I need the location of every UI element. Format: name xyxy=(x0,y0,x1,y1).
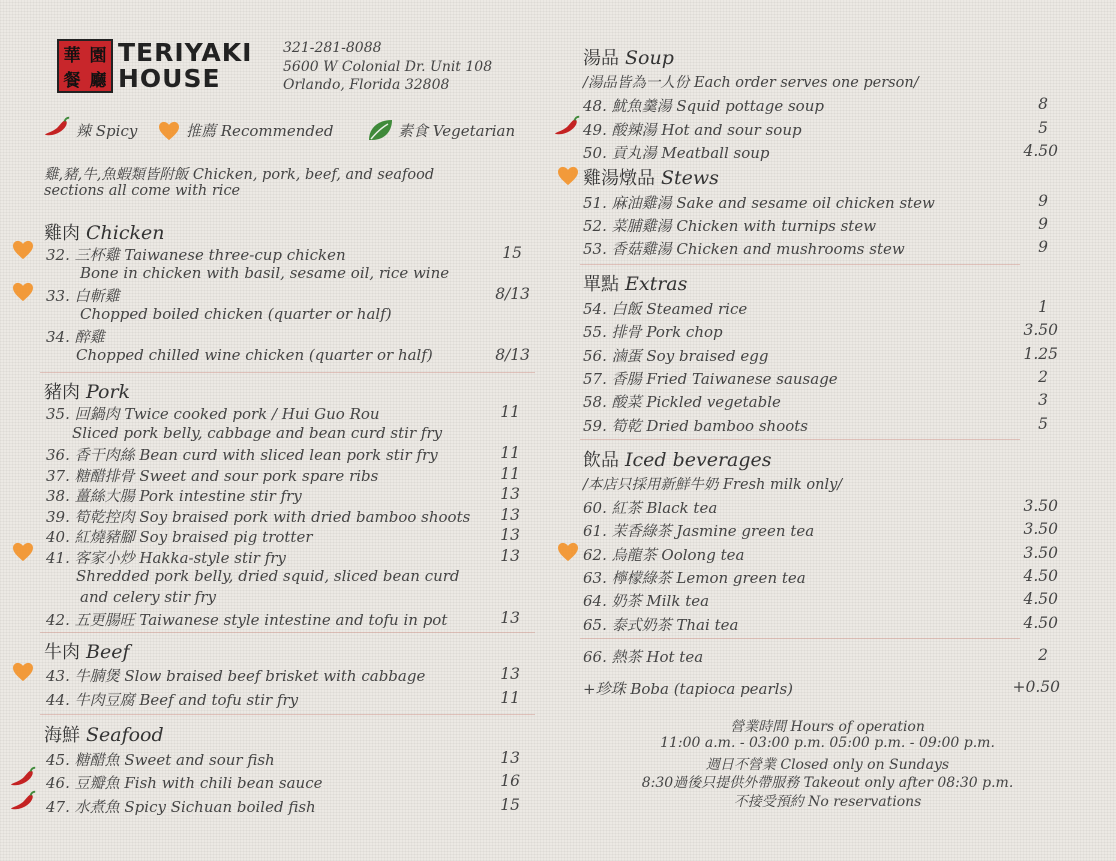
menu-item-52: 52. 菜脯雞湯 Chicken with turnips stew xyxy=(583,217,877,235)
section-title-pork xyxy=(44,378,130,404)
menu-item-62: 62. 烏龍茶 Oolong tea xyxy=(583,546,745,564)
price-56: 1.25 xyxy=(1023,345,1058,363)
menu-item-64: 64. 奶茶 Milk tea xyxy=(583,592,710,610)
section-en: Iced beverages xyxy=(625,449,772,471)
hours-times: 11:00 a.m. - 03:00 p.m. 05:00 p.m. - 09:00 p.m. xyxy=(660,735,995,751)
price-60: 3.50 xyxy=(1023,497,1058,515)
menu-item-34: 34. 醉雞 xyxy=(46,328,105,346)
divider xyxy=(40,372,535,373)
section-zh: 雞湯燉品 xyxy=(583,168,655,189)
price-42: 13 xyxy=(500,609,520,627)
section-title-extras xyxy=(583,270,687,296)
price-50: 4.50 xyxy=(1023,142,1058,160)
price-43: 13 xyxy=(500,665,520,683)
soup-note: /湯品皆為一人份 Each order serves one person/ xyxy=(583,75,919,91)
recommended-heart-icon xyxy=(557,166,579,186)
section-en: Extras xyxy=(625,273,688,295)
item-description: Shredded pork belly, dried squid, sliced bean curd xyxy=(76,567,460,585)
menu-item-65: 65. 泰式奶茶 Thai tea xyxy=(583,616,739,634)
menu-item-56: 56. 滷蛋 Soy braised egg xyxy=(583,347,769,365)
price-59: 5 xyxy=(1038,415,1048,433)
price-32: 15 xyxy=(502,244,522,262)
rice-note-line2: sections all come with rice xyxy=(44,183,241,199)
section-zh: 湯品 xyxy=(583,48,619,69)
leaf-icon xyxy=(366,118,394,142)
menu-item-32: 32. 三杯雞 Taiwanese three-cup chicken xyxy=(46,246,346,264)
spicy-chili-icon xyxy=(8,790,38,814)
menu-item-37: 37. 糖醋排骨 Sweet and sour pork spare ribs xyxy=(46,467,379,485)
menu-item-49: 49. 酸辣湯 Hot and sour soup xyxy=(583,121,802,139)
menu-item-36: 36. 香干肉絲 Bean curd with sliced lean pork stir fry xyxy=(46,446,438,464)
menu-item-33: 33. 白斬雞 xyxy=(46,287,120,305)
menu-item-57: 57. 香腸 Fried Taiwanese sausage xyxy=(583,370,838,388)
recommended-heart-icon xyxy=(12,662,34,682)
price-33: 8/13 xyxy=(495,285,530,303)
section-zh: 單點 xyxy=(583,274,619,295)
section-title-seafood xyxy=(44,721,164,747)
menu-item-60: 60. 紅茶 Black tea xyxy=(583,499,718,517)
menu-item-54: 54. 白飯 Steamed rice xyxy=(583,300,748,318)
hours-title: 營業時間 Hours of operation xyxy=(730,719,925,735)
item-description: Chopped boiled chicken (quarter or half) xyxy=(80,305,392,323)
price-54: 1 xyxy=(1038,298,1048,316)
price-49: 5 xyxy=(1038,119,1048,137)
logo-char: 餐 xyxy=(63,71,81,91)
price-57: 2 xyxy=(1038,368,1048,386)
section-en: Seafood xyxy=(86,724,164,746)
menu-item-55: 55. 排骨 Pork chop xyxy=(583,323,723,341)
section-zh: 雞肉 xyxy=(44,223,80,244)
price-52: 9 xyxy=(1038,215,1048,233)
price-62: 3.50 xyxy=(1023,544,1058,562)
price-39: 13 xyxy=(500,506,520,524)
menu-item-45: 45. 糖醋魚 Sweet and sour fish xyxy=(46,751,275,769)
menu-item-46: 46. 豆瓣魚 Fish with chili bean sauce xyxy=(46,774,323,792)
section-en: Beef xyxy=(86,641,130,663)
price-61: 3.50 xyxy=(1023,520,1058,538)
legend-recommended: 推薦 Recommended xyxy=(186,122,334,140)
recommended-heart-icon xyxy=(557,542,579,562)
phone-number: 321-281-8088 xyxy=(283,40,382,56)
divider xyxy=(40,632,535,633)
logo-char: 華 xyxy=(63,46,81,66)
menu-item-50: 50. 貢丸湯 Meatball soup xyxy=(583,144,770,162)
menu-item-58: 58. 酸菜 Pickled vegetable xyxy=(583,393,781,411)
menu-item-59: 59. 筍乾 Dried bamboo shoots xyxy=(583,417,808,435)
section-en: Stews xyxy=(661,167,719,189)
item-description: and celery stir fry xyxy=(80,588,216,606)
section-title-soup xyxy=(583,44,674,70)
price-41: 13 xyxy=(500,547,520,565)
hours-takeout: 8:30過後只提供外帶服務 Takeout only after 08:30 p.m. xyxy=(641,775,1014,791)
divider xyxy=(580,264,1020,265)
menu-item-61: 61. 茉香綠茶 Jasmine green tea xyxy=(583,522,815,540)
price-35: 11 xyxy=(500,403,520,421)
section-zh: 飲品 xyxy=(583,450,619,471)
brand-name-line2: HOUSE xyxy=(118,64,221,93)
recommended-heart-icon xyxy=(12,240,34,260)
spicy-chili-icon xyxy=(552,115,582,139)
section-title-chicken xyxy=(44,219,165,245)
legend-spicy: 辣 Spicy xyxy=(76,122,138,140)
section-title-stews xyxy=(583,164,719,190)
menu-item-35: 35. 回鍋肉 Twice cooked pork / Hui Guo Rou xyxy=(46,405,380,423)
price-boba: +0.50 xyxy=(1012,678,1060,696)
item-description: Bone in chicken with basil, sesame oil, rice wine xyxy=(80,264,450,282)
price-37: 11 xyxy=(500,465,520,483)
menu-item-41: 41. 客家小炒 Hakka-style stir fry xyxy=(46,549,286,567)
rice-note-line1: 雞,豬,牛,魚蝦類皆附飯 Chicken, pork, beef, and seafood xyxy=(44,167,435,183)
address-line2: Orlando, Florida 32808 xyxy=(283,77,450,93)
price-40: 13 xyxy=(500,526,520,544)
section-zh: 豬肉 xyxy=(44,382,80,403)
hours-closed: 週日不營業 Closed only on Sundays xyxy=(705,757,950,773)
price-45: 13 xyxy=(500,749,520,767)
price-44: 11 xyxy=(500,689,520,707)
price-48: 8 xyxy=(1038,95,1048,113)
price-58: 3 xyxy=(1038,391,1048,409)
menu-item-66: 66. 熱茶 Hot tea xyxy=(583,648,704,666)
menu-item-boba: +珍珠 Boba (tapioca pearls) xyxy=(583,680,794,698)
hours-reservations: 不接受預約 No reservations xyxy=(733,794,922,810)
section-title-beverages xyxy=(583,446,772,472)
menu-item-39: 39. 筍乾控肉 Soy braised pork with dried bamboo shoots xyxy=(46,508,471,526)
price-34: 8/13 xyxy=(495,346,530,364)
menu-item-40: 40. 紅燒豬腳 Soy braised pig trotter xyxy=(46,528,313,546)
section-zh: 海鮮 xyxy=(44,725,80,746)
price-51: 9 xyxy=(1038,192,1048,210)
recommended-heart-icon xyxy=(12,282,34,302)
legend-vegetarian: 素食 Vegetarian xyxy=(398,122,516,140)
chili-icon xyxy=(42,116,72,140)
divider xyxy=(40,714,535,715)
item-description: Chopped chilled wine chicken (quarter or half) xyxy=(76,346,433,364)
price-64: 4.50 xyxy=(1023,590,1058,608)
section-en: Soup xyxy=(625,47,674,69)
logo xyxy=(57,39,113,93)
section-zh: 牛肉 xyxy=(44,642,80,663)
recommended-heart-icon xyxy=(12,542,34,562)
beverage-note: /本店只採用新鮮牛奶 Fresh milk only/ xyxy=(583,477,843,493)
menu-item-47: 47. 水煮魚 Spicy Sichuan boiled fish xyxy=(46,798,316,816)
price-38: 13 xyxy=(500,485,520,503)
divider xyxy=(580,638,1020,639)
menu-item-38: 38. 薑絲大腸 Pork intestine stir fry xyxy=(46,487,302,505)
menu-item-42: 42. 五更腸旺 Taiwanese style intestine and tofu in pot xyxy=(46,611,448,629)
address-line1: 5600 W Colonial Dr. Unit 108 xyxy=(283,59,493,75)
price-55: 3.50 xyxy=(1023,321,1058,339)
brand-name-line1: TERIYAKI xyxy=(118,38,253,67)
spicy-chili-icon xyxy=(8,766,38,790)
price-47: 15 xyxy=(500,796,520,814)
divider xyxy=(580,439,1020,440)
menu-item-48: 48. 魷魚羹湯 Squid pottage soup xyxy=(583,97,824,115)
section-en: Chicken xyxy=(86,222,165,244)
section-en: Pork xyxy=(86,381,131,403)
heart-icon xyxy=(158,121,180,141)
price-53: 9 xyxy=(1038,238,1048,256)
item-description: Sliced pork belly, cabbage and bean curd stir fry xyxy=(72,424,443,442)
logo-char: 廳 xyxy=(89,71,107,91)
menu-item-53: 53. 香菇雞湯 Chicken and mushrooms stew xyxy=(583,240,905,258)
price-36: 11 xyxy=(500,444,520,462)
section-title-beef xyxy=(44,638,129,664)
menu-item-43: 43. 牛腩煲 Slow braised beef brisket with cabbage xyxy=(46,667,426,685)
menu-item-51: 51. 麻油雞湯 Sake and sesame oil chicken stew xyxy=(583,194,935,212)
price-65: 4.50 xyxy=(1023,614,1058,632)
menu-item-63: 63. 檸檬綠茶 Lemon green tea xyxy=(583,569,806,587)
price-63: 4.50 xyxy=(1023,567,1058,585)
menu-item-44: 44. 牛肉豆腐 Beef and tofu stir fry xyxy=(46,691,299,709)
logo-char: 園 xyxy=(89,46,107,66)
price-66: 2 xyxy=(1038,646,1048,664)
price-46: 16 xyxy=(500,772,520,790)
